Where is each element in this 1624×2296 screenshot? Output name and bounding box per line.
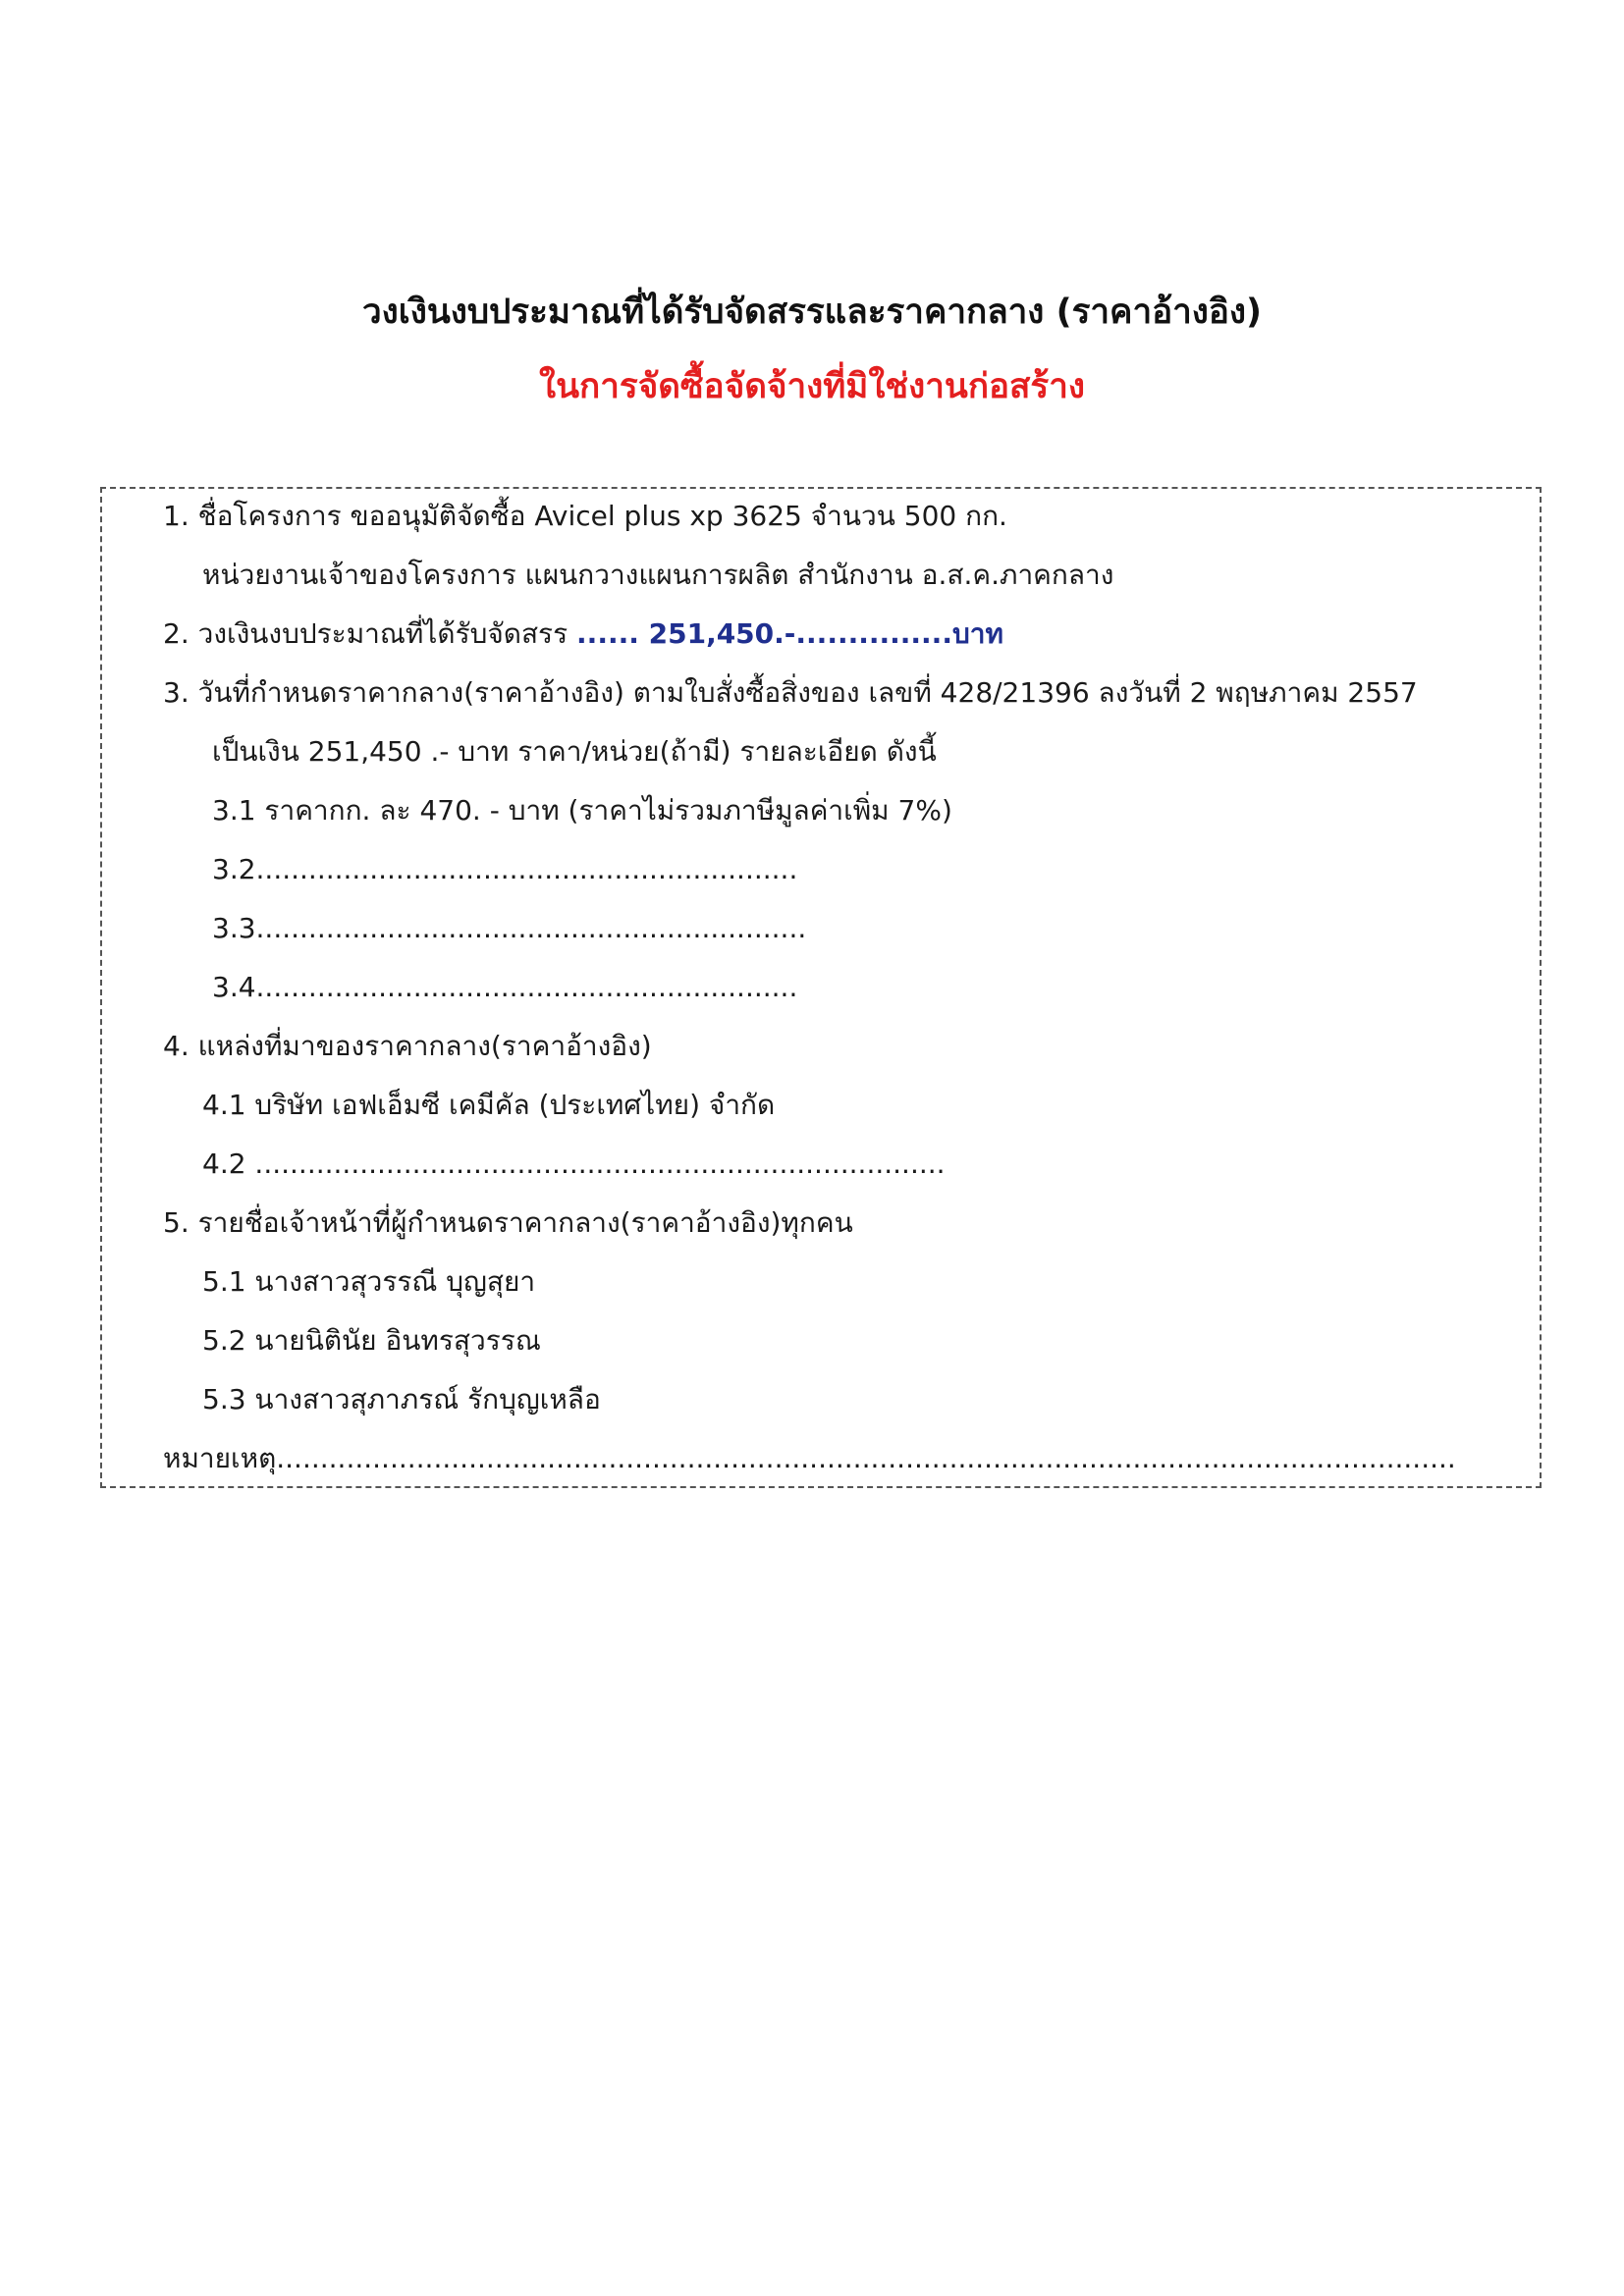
remark-line: หมายเหตุ.......................................................................................................................................	[163, 1442, 1456, 1474]
reference-price-item: 3.3...............................................................	[212, 912, 807, 944]
reference-price-line-2: เป็นเงิน 251,450 .- บาท ราคา/หน่วย(ถ้ามี) รายละเอียด ดังนี้	[212, 735, 937, 768]
source-item: 4.2 ...............................................................................	[202, 1148, 946, 1180]
sources-heading: 4. แหล่งที่มาของราคากลาง(ราคาอ้างอิง)	[163, 1030, 652, 1062]
officer-item: 5.3 นางสาวสุภาภรณ์ รักบุญเหลือ	[202, 1383, 601, 1415]
project-owner-line: หน่วยงานเจ้าของโครงการ แผนกวางแผนการผลิต สำนักงาน อ.ส.ค.ภาคกลาง	[202, 559, 1114, 591]
document-title: วงเงินงบประมาณที่ได้รับจัดสรรและราคากลาง (ราคาอ้างอิง)	[362, 293, 1262, 332]
officer-item: 5.1 นางสาวสุวรรณี บุญสุยา	[202, 1265, 536, 1298]
reference-price-item: 3.2..............................................................	[212, 853, 798, 885]
project-name-line: 1. ชื่อโครงการ ขออนุมัติจัดซื้อ Avicel plus xp 3625 จำนวน 500 กก.	[163, 500, 1007, 532]
source-item: 4.1 บริษัท เอฟเอ็มซี เคมีคัล (ประเทศไทย) จำกัด	[202, 1089, 776, 1121]
budget-amount: ...... 251,450.-...............บาท	[576, 617, 1003, 650]
budget-line	[163, 616, 1003, 652]
budget-label: 2. วงเงินงบประมาณที่ได้รับจัดสรร	[163, 617, 577, 650]
document-subtitle: ในการจัดซื้อจัดจ้างที่มิใช่งานก่อสร้าง	[539, 367, 1085, 406]
officers-heading: 5. รายชื่อเจ้าหน้าที่ผู้กำหนดราคากลาง(ราคาอ้างอิง)ทุกคน	[163, 1206, 853, 1239]
reference-price-line-1: 3. วันที่กำหนดราคากลาง(ราคาอ้างอิง) ตามใบสั่งซื้อสิ่งของ เลขที่ 428/21396 ลงวันที่ 2 พฤษภาคม 2557	[163, 676, 1418, 709]
reference-price-item: 3.4..............................................................	[212, 971, 798, 1003]
officer-item: 5.2 นายนิตินัย อินทรสุวรรณ	[202, 1324, 541, 1357]
reference-price-item: 3.1 ราคากก. ละ 470. - บาท (ราคาไม่รวมภาษีมูลค่าเพิ่ม 7%)	[212, 794, 952, 827]
